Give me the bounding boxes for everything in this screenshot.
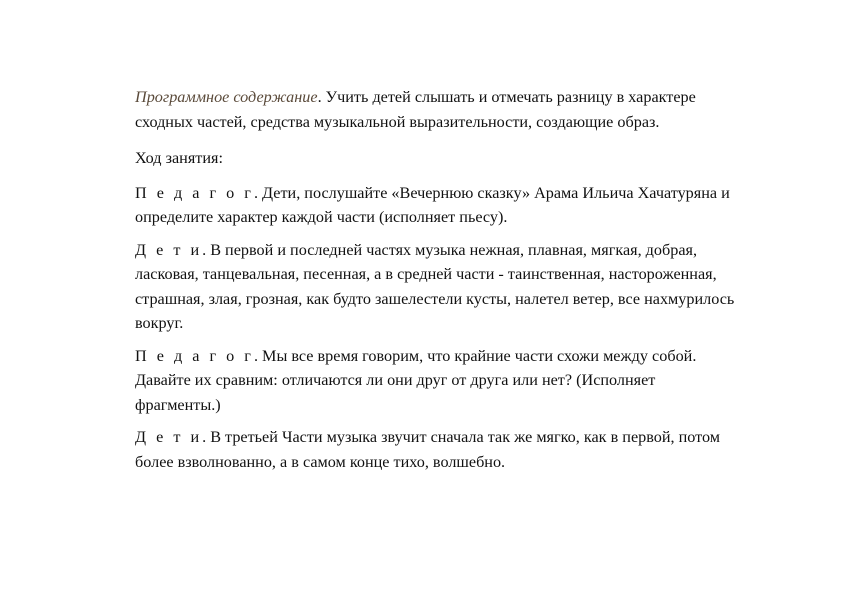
program-label: Программное содержание xyxy=(135,88,318,106)
dialogue-paragraph xyxy=(135,238,735,336)
course-heading: Ход занятия: xyxy=(135,149,223,167)
document-content xyxy=(135,85,735,482)
dialogue-paragraph xyxy=(135,344,735,418)
dialogue-text: . Дети, послушайте «Вечернюю сказку» Арама Ильича Хачатуряна и определите характер каждой части (исполняет пьесу). xyxy=(135,183,730,226)
dialogue-paragraph xyxy=(135,181,735,230)
dialogue-text: . В первой и последней частях музыка нежная, плавная, мягкая, добрая, ласковая, танцевальная, песенная, а в средней части - таинственная, настороженная, страшная, злая, грозная, как будто зашелестели кусты, налетел ветер, все нахмурилось вокруг. xyxy=(135,240,735,332)
speaker-label: Д е т и xyxy=(135,428,203,446)
program-text: . Учить детей слышать и отмечать разницу в характере сходных частей, средства музыкальной выразительности, создающие образ. xyxy=(135,88,696,131)
program-paragraph xyxy=(135,85,735,134)
speaker-label: П е д а г о г xyxy=(135,183,254,202)
dialogue-text: . Мы все время говорим, что крайние части схожи между собой. Давайте их сравним: отличаются ли они друг от друга или нет? (Исполняет фрагменты.) xyxy=(135,346,697,414)
dialogue-text: . В третьей Части музыка звучит сначала так же мягко, как в первой, потом более взволнованно, а в самом конце тихо, волшебно. xyxy=(135,428,721,471)
speaker-label: Д е т и xyxy=(135,240,203,259)
speaker-label: П е д а г о г xyxy=(135,346,254,365)
dialogue-paragraph xyxy=(135,425,735,474)
